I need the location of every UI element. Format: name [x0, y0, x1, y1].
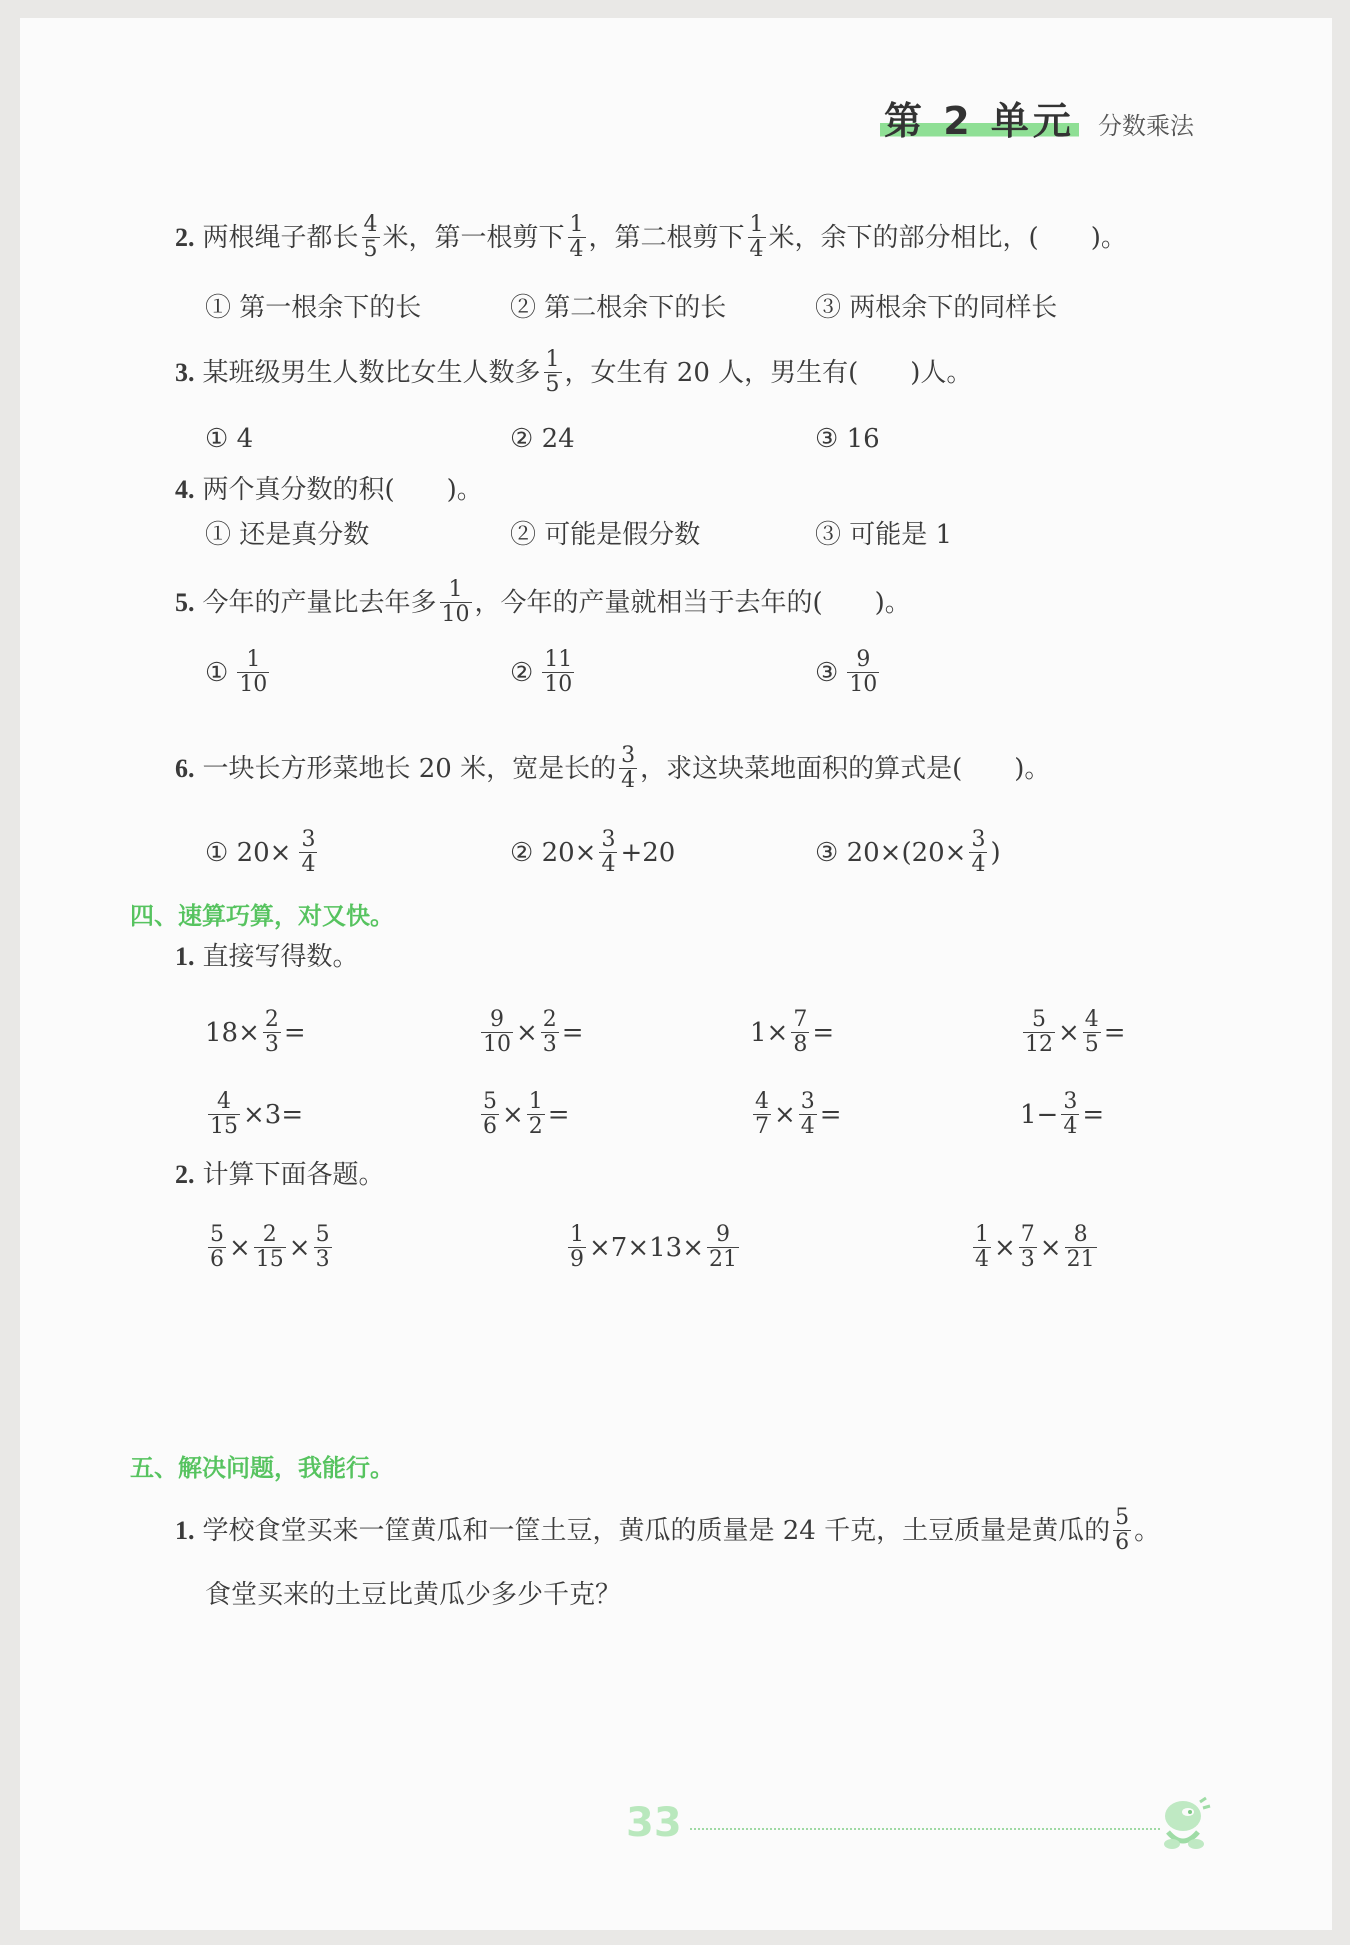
q5-option-3[interactable]: ③ $\frac{9}{10}$	[815, 647, 878, 697]
fraction: $\frac{3}{4}$	[621, 743, 636, 793]
calc-problem-3[interactable]: $\frac{1}{4}$ × $\frac{7}{3}$ × $\frac{8}{21}$	[975, 1222, 1095, 1272]
page-number: 33	[626, 1800, 682, 1846]
fraction: $\frac{1}{10}$	[441, 577, 470, 627]
q5-option-1[interactable]: ① $\frac{1}{10}$	[205, 647, 268, 697]
question-3: 3. 某班级男生人数比女生人数多 $\frac{1}{5}$ ，女生有 20 人，男生有( )人。	[175, 347, 973, 397]
question-4: 4. 两个真分数的积( )。	[175, 475, 483, 505]
section-4-sub-2: 2. 计算下面各题。	[175, 1160, 385, 1190]
q2-option-1[interactable]: ① 第一根余下的长	[205, 293, 422, 323]
q2-option-3[interactable]: ③ 两根余下的同样长	[815, 293, 1058, 323]
question-5: 5. 今年的产量比去年多 $\frac{1}{10}$ ，今年的产量就相当于去年的( )。	[175, 577, 911, 627]
oral-calc-4[interactable]: $\frac{5}{12}$ × $\frac{4}{5}$ =	[1025, 1007, 1126, 1057]
oral-calc-2[interactable]: $\frac{9}{10}$ × $\frac{2}{3}$ =	[483, 1007, 584, 1057]
q4-option-3[interactable]: ③ 可能是 1	[815, 520, 953, 550]
fraction: $\frac{1}{4}$	[749, 212, 764, 262]
problem-1: 1. 学校食堂买来一筐黄瓜和一筐土豆，黄瓜的质量是 24 千克，土豆质量是黄瓜的 $\frac{5}{6}$ 。	[175, 1505, 1161, 1555]
fraction: $\frac{1}{5}$	[545, 347, 560, 397]
fraction: $\frac{4}{5}$	[363, 212, 378, 262]
q3-option-3[interactable]: ③ 16	[815, 424, 880, 454]
problem-1-line-2: 食堂买来的土豆比黄瓜少多少千克？	[205, 1580, 622, 1610]
question-6: 6. 一块长方形菜地长 20 米，宽是长的 $\frac{3}{4}$ ，求这块菜地面积的算式是( )。	[175, 743, 1051, 793]
section-4-title: 四、速算巧算，对又快。	[130, 902, 394, 930]
section-4-sub-1: 1. 直接写得数。	[175, 942, 359, 972]
unit-header	[880, 90, 1194, 145]
oral-calc-3[interactable]: 1× $\frac{7}{8}$ =	[750, 1007, 835, 1057]
q4-option-1[interactable]: ① 还是真分数	[205, 520, 370, 550]
q3-option-2[interactable]: ② 24	[510, 424, 575, 454]
q6-option-1[interactable]: ① 20× $\frac{3}{4}$	[205, 827, 316, 877]
oral-calc-5[interactable]: $\frac{4}{15}$ ×3=	[210, 1089, 304, 1139]
q4-option-2[interactable]: ② 可能是假分数	[510, 520, 701, 550]
oral-calc-7[interactable]: $\frac{4}{7}$ × $\frac{3}{4}$ =	[755, 1089, 842, 1139]
section-5-title: 五、解决问题，我能行。	[130, 1454, 394, 1482]
oral-calc-1[interactable]: 18× $\frac{2}{3}$ =	[205, 1007, 306, 1057]
unit-subtitle: 分数乘法	[1098, 112, 1194, 140]
workbook-page	[20, 18, 1332, 1930]
oral-calc-8[interactable]: 1− $\frac{3}{4}$ =	[1020, 1089, 1105, 1139]
q6-option-2[interactable]: ② 20× $\frac{3}{4}$ +20	[510, 827, 676, 877]
calc-problem-1[interactable]: $\frac{5}{6}$ × $\frac{2}{15}$ × $\frac{5}{3}$	[210, 1222, 330, 1272]
footer-rule	[690, 1828, 1160, 1830]
q5-option-2[interactable]: ② $\frac{11}{10}$	[510, 647, 573, 697]
fraction: $\frac{1}{4}$	[569, 212, 584, 262]
q6-option-3[interactable]: ③ 20×(20× $\frac{3}{4}$ )	[815, 827, 1001, 877]
question-2: 2. 两根绳子都长 $\frac{4}{5}$ 米，第一根剪下 $\frac{1}{4}$ ，第二根剪下 $\frac{1}{4}$ 米，余下的部分相比，( )。	[175, 212, 1127, 262]
q2-option-2[interactable]: ② 第二根余下的长	[510, 293, 727, 323]
unit-title: 第 2 单元	[880, 99, 1079, 143]
oral-calc-6[interactable]: $\frac{5}{6}$ × $\frac{1}{2}$ =	[483, 1089, 570, 1139]
q3-option-1[interactable]: ① 4	[205, 424, 254, 454]
calc-problem-2[interactable]: $\frac{1}{9}$ ×7×13× $\frac{9}{21}$	[570, 1222, 737, 1272]
mascot-icon	[1148, 1788, 1218, 1862]
fraction: $\frac{5}{6}$	[1115, 1505, 1130, 1555]
